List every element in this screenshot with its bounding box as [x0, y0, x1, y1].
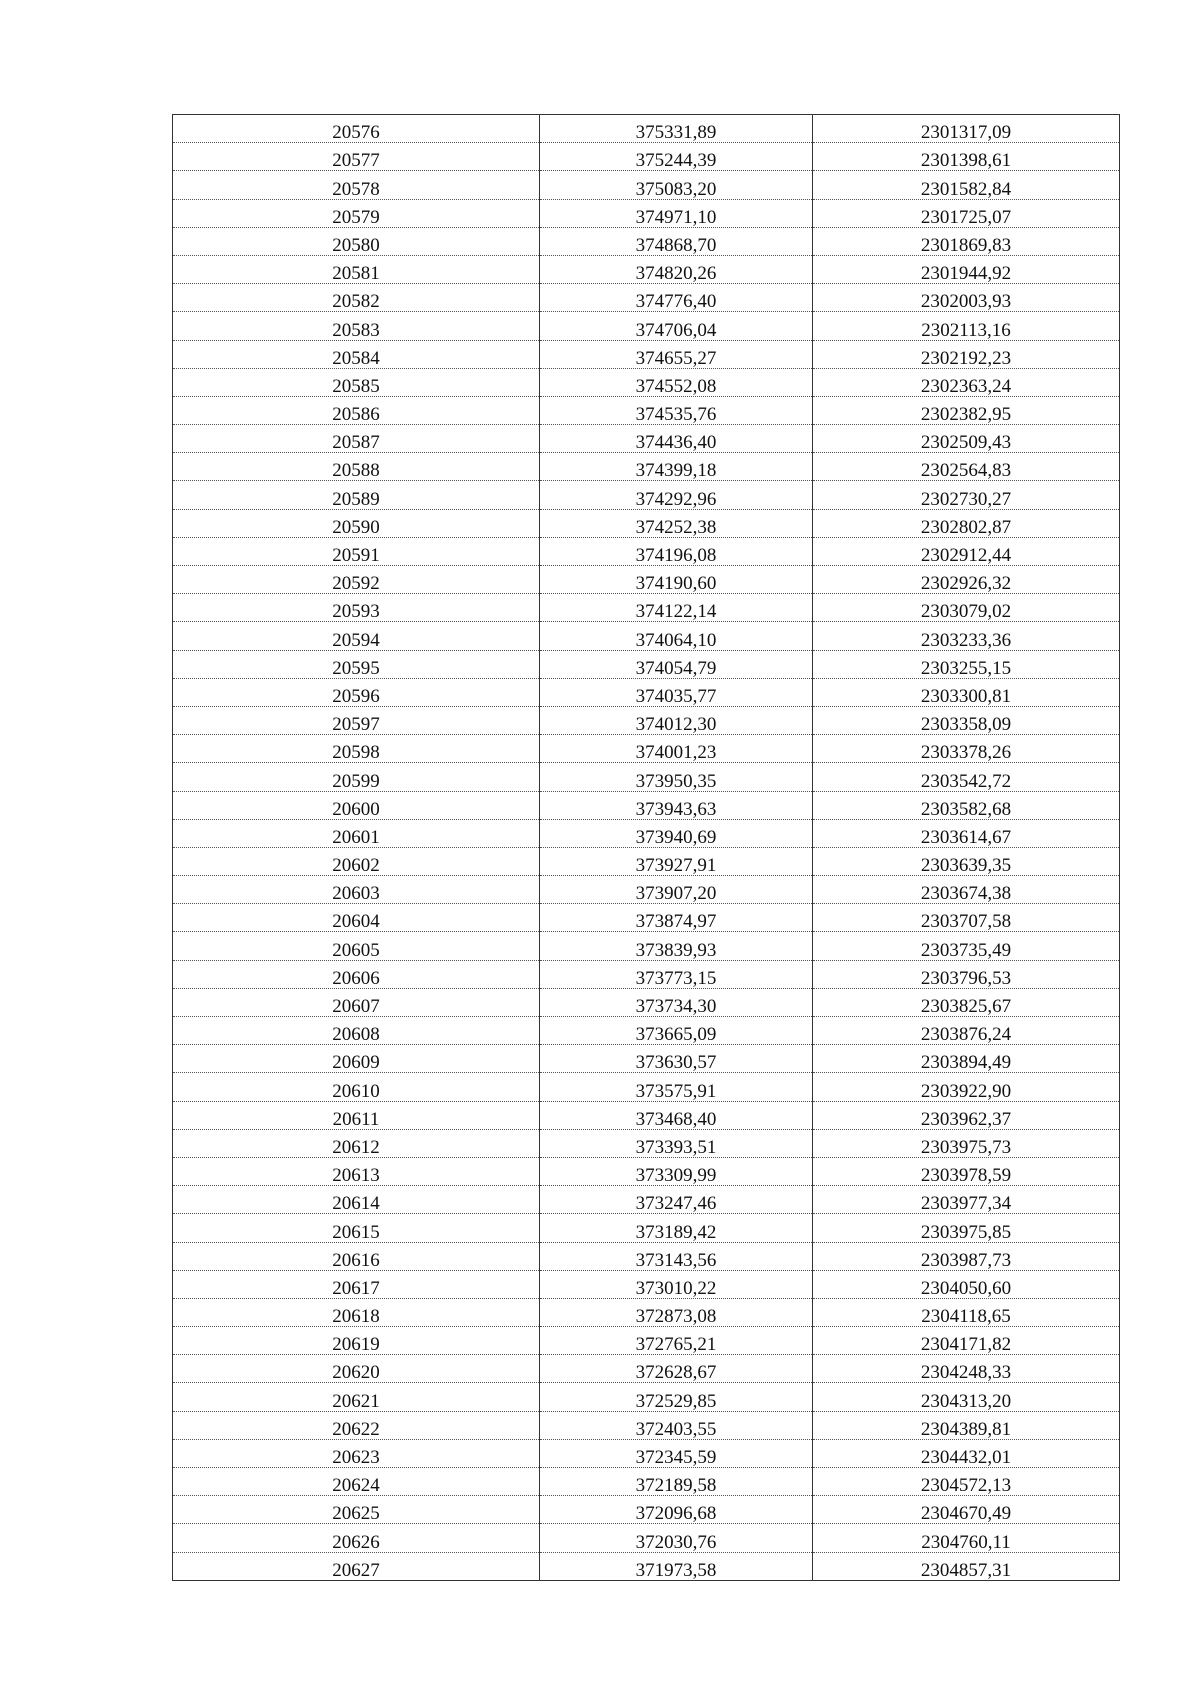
x-coordinate-cell: 374054,79 [540, 650, 813, 678]
point-number-cell: 20595 [173, 650, 540, 678]
y-coordinate-cell: 2302363,24 [813, 368, 1120, 396]
table-row [173, 622, 1120, 650]
point-number-cell: 20622 [173, 1411, 540, 1439]
x-coordinate-cell: 374655,27 [540, 340, 813, 368]
x-coordinate-cell: 374196,08 [540, 537, 813, 565]
y-coordinate-cell: 2303975,85 [813, 1214, 1120, 1242]
point-number-cell: 20610 [173, 1073, 540, 1101]
point-number-cell: 20621 [173, 1383, 540, 1411]
x-coordinate-cell: 372529,85 [540, 1383, 813, 1411]
y-coordinate-cell: 2303876,24 [813, 1017, 1120, 1045]
point-number-cell: 20582 [173, 284, 540, 312]
table-row [173, 1214, 1120, 1242]
y-coordinate-cell: 2301317,09 [813, 115, 1120, 143]
y-coordinate-cell: 2304248,33 [813, 1355, 1120, 1383]
y-coordinate-cell: 2303975,73 [813, 1129, 1120, 1157]
table-row [173, 1552, 1120, 1580]
y-coordinate-cell: 2303233,36 [813, 622, 1120, 650]
table-row [173, 706, 1120, 734]
point-number-cell: 20597 [173, 706, 540, 734]
y-coordinate-cell: 2303987,73 [813, 1242, 1120, 1270]
x-coordinate-cell: 373010,22 [540, 1270, 813, 1298]
point-number-cell: 20611 [173, 1101, 540, 1129]
table-row [173, 115, 1120, 143]
point-number-cell: 20579 [173, 199, 540, 227]
x-coordinate-cell: 373393,51 [540, 1129, 813, 1157]
x-coordinate-cell: 373950,35 [540, 763, 813, 791]
x-coordinate-cell: 373630,57 [540, 1045, 813, 1073]
point-number-cell: 20625 [173, 1496, 540, 1524]
point-number-cell: 20585 [173, 368, 540, 396]
y-coordinate-cell: 2303378,26 [813, 735, 1120, 763]
table-row [173, 1355, 1120, 1383]
y-coordinate-cell: 2303978,59 [813, 1157, 1120, 1185]
point-number-cell: 20587 [173, 425, 540, 453]
table-row [173, 1242, 1120, 1270]
table-row [173, 143, 1120, 171]
table-row [173, 1411, 1120, 1439]
y-coordinate-cell: 2304432,01 [813, 1439, 1120, 1467]
table-row [173, 1383, 1120, 1411]
x-coordinate-cell: 373468,40 [540, 1101, 813, 1129]
point-number-cell: 20620 [173, 1355, 540, 1383]
y-coordinate-cell: 2304118,65 [813, 1298, 1120, 1326]
y-coordinate-cell: 2303674,38 [813, 876, 1120, 904]
y-coordinate-cell: 2301398,61 [813, 143, 1120, 171]
x-coordinate-cell: 374292,96 [540, 481, 813, 509]
table-row [173, 1468, 1120, 1496]
x-coordinate-cell: 375083,20 [540, 171, 813, 199]
x-coordinate-cell: 373940,69 [540, 819, 813, 847]
point-number-cell: 20613 [173, 1157, 540, 1185]
table-row [173, 819, 1120, 847]
y-coordinate-cell: 2304670,49 [813, 1496, 1120, 1524]
point-number-cell: 20627 [173, 1552, 540, 1580]
x-coordinate-cell: 372628,67 [540, 1355, 813, 1383]
x-coordinate-cell: 373839,93 [540, 932, 813, 960]
y-coordinate-cell: 2303962,37 [813, 1101, 1120, 1129]
x-coordinate-cell: 373665,09 [540, 1017, 813, 1045]
table-row [173, 509, 1120, 537]
x-coordinate-cell: 373143,56 [540, 1242, 813, 1270]
x-coordinate-cell: 373734,30 [540, 988, 813, 1016]
table-row [173, 566, 1120, 594]
y-coordinate-cell: 2303796,53 [813, 960, 1120, 988]
x-coordinate-cell: 373874,97 [540, 904, 813, 932]
point-number-cell: 20617 [173, 1270, 540, 1298]
x-coordinate-cell: 372403,55 [540, 1411, 813, 1439]
point-number-cell: 20614 [173, 1186, 540, 1214]
point-number-cell: 20601 [173, 819, 540, 847]
x-coordinate-cell: 373927,91 [540, 847, 813, 875]
x-coordinate-cell: 374035,77 [540, 678, 813, 706]
point-number-cell: 20605 [173, 932, 540, 960]
point-number-cell: 20588 [173, 453, 540, 481]
y-coordinate-cell: 2303707,58 [813, 904, 1120, 932]
point-number-cell: 20604 [173, 904, 540, 932]
y-coordinate-cell: 2301582,84 [813, 171, 1120, 199]
y-coordinate-cell: 2303255,15 [813, 650, 1120, 678]
table-row [173, 199, 1120, 227]
y-coordinate-cell: 2304389,81 [813, 1411, 1120, 1439]
x-coordinate-cell: 372030,76 [540, 1524, 813, 1552]
point-number-cell: 20618 [173, 1298, 540, 1326]
point-number-cell: 20590 [173, 509, 540, 537]
x-coordinate-cell: 374001,23 [540, 735, 813, 763]
y-coordinate-cell: 2304857,31 [813, 1552, 1120, 1580]
table-row [173, 171, 1120, 199]
x-coordinate-cell: 373907,20 [540, 876, 813, 904]
point-number-cell: 20624 [173, 1468, 540, 1496]
table-row [173, 481, 1120, 509]
x-coordinate-cell: 374706,04 [540, 312, 813, 340]
x-coordinate-cell: 375244,39 [540, 143, 813, 171]
y-coordinate-cell: 2302926,32 [813, 566, 1120, 594]
x-coordinate-cell: 374868,70 [540, 227, 813, 255]
y-coordinate-cell: 2302192,23 [813, 340, 1120, 368]
table-row [173, 735, 1120, 763]
x-coordinate-cell: 374064,10 [540, 622, 813, 650]
table-row [173, 1327, 1120, 1355]
x-coordinate-cell: 374971,10 [540, 199, 813, 227]
y-coordinate-cell: 2302113,16 [813, 312, 1120, 340]
table-row [173, 1101, 1120, 1129]
y-coordinate-cell: 2303922,90 [813, 1073, 1120, 1101]
x-coordinate-cell: 373309,99 [540, 1157, 813, 1185]
y-coordinate-cell: 2302382,95 [813, 396, 1120, 424]
y-coordinate-cell: 2303639,35 [813, 847, 1120, 875]
point-number-cell: 20615 [173, 1214, 540, 1242]
point-number-cell: 20603 [173, 876, 540, 904]
table-row [173, 1524, 1120, 1552]
point-number-cell: 20599 [173, 763, 540, 791]
table-row [173, 650, 1120, 678]
point-number-cell: 20607 [173, 988, 540, 1016]
point-number-cell: 20593 [173, 594, 540, 622]
table-row [173, 932, 1120, 960]
point-number-cell: 20609 [173, 1045, 540, 1073]
table-row [173, 678, 1120, 706]
y-coordinate-cell: 2302564,83 [813, 453, 1120, 481]
y-coordinate-cell: 2303735,49 [813, 932, 1120, 960]
table-row [173, 904, 1120, 932]
table-row [173, 1270, 1120, 1298]
x-coordinate-cell: 372096,68 [540, 1496, 813, 1524]
table-row [173, 876, 1120, 904]
point-number-cell: 20578 [173, 171, 540, 199]
table-row [173, 988, 1120, 1016]
table-row [173, 1129, 1120, 1157]
x-coordinate-cell: 374776,40 [540, 284, 813, 312]
x-coordinate-cell: 371973,58 [540, 1552, 813, 1580]
point-number-cell: 20602 [173, 847, 540, 875]
table-row [173, 255, 1120, 283]
x-coordinate-cell: 372345,59 [540, 1439, 813, 1467]
table-row [173, 847, 1120, 875]
x-coordinate-cell: 372765,21 [540, 1327, 813, 1355]
point-number-cell: 20580 [173, 227, 540, 255]
y-coordinate-cell: 2303977,34 [813, 1186, 1120, 1214]
table-row [173, 368, 1120, 396]
point-number-cell: 20626 [173, 1524, 540, 1552]
x-coordinate-cell: 373773,15 [540, 960, 813, 988]
point-number-cell: 20596 [173, 678, 540, 706]
point-number-cell: 20591 [173, 537, 540, 565]
x-coordinate-cell: 374535,76 [540, 396, 813, 424]
x-coordinate-cell: 373943,63 [540, 791, 813, 819]
table-row [173, 960, 1120, 988]
x-coordinate-cell: 374252,38 [540, 509, 813, 537]
table-row [173, 1045, 1120, 1073]
table-row [173, 453, 1120, 481]
y-coordinate-cell: 2303894,49 [813, 1045, 1120, 1073]
y-coordinate-cell: 2304050,60 [813, 1270, 1120, 1298]
point-number-cell: 20600 [173, 791, 540, 819]
x-coordinate-cell: 373189,42 [540, 1214, 813, 1242]
x-coordinate-cell: 372189,58 [540, 1468, 813, 1496]
point-number-cell: 20583 [173, 312, 540, 340]
table-row [173, 791, 1120, 819]
point-number-cell: 20619 [173, 1327, 540, 1355]
table-row [173, 1073, 1120, 1101]
point-number-cell: 20606 [173, 960, 540, 988]
point-number-cell: 20589 [173, 481, 540, 509]
table-row [173, 284, 1120, 312]
y-coordinate-cell: 2302509,43 [813, 425, 1120, 453]
y-coordinate-cell: 2301944,92 [813, 255, 1120, 283]
x-coordinate-cell: 374012,30 [540, 706, 813, 734]
y-coordinate-cell: 2303614,67 [813, 819, 1120, 847]
y-coordinate-cell: 2304572,13 [813, 1468, 1120, 1496]
point-number-cell: 20594 [173, 622, 540, 650]
table-row [173, 396, 1120, 424]
point-number-cell: 20581 [173, 255, 540, 283]
y-coordinate-cell: 2302802,87 [813, 509, 1120, 537]
y-coordinate-cell: 2303358,09 [813, 706, 1120, 734]
point-number-cell: 20584 [173, 340, 540, 368]
table-row [173, 312, 1120, 340]
table-row [173, 1439, 1120, 1467]
y-coordinate-cell: 2302003,93 [813, 284, 1120, 312]
y-coordinate-cell: 2302730,27 [813, 481, 1120, 509]
x-coordinate-cell: 374399,18 [540, 453, 813, 481]
x-coordinate-cell: 374436,40 [540, 425, 813, 453]
y-coordinate-cell: 2302912,44 [813, 537, 1120, 565]
point-number-cell: 20577 [173, 143, 540, 171]
table-row [173, 1186, 1120, 1214]
point-number-cell: 20623 [173, 1439, 540, 1467]
point-number-cell: 20608 [173, 1017, 540, 1045]
y-coordinate-cell: 2303300,81 [813, 678, 1120, 706]
y-coordinate-cell: 2303582,68 [813, 791, 1120, 819]
table-row [173, 1298, 1120, 1326]
y-coordinate-cell: 2303542,72 [813, 763, 1120, 791]
point-number-cell: 20598 [173, 735, 540, 763]
y-coordinate-cell: 2301725,07 [813, 199, 1120, 227]
table-row [173, 594, 1120, 622]
point-number-cell: 20586 [173, 396, 540, 424]
point-number-cell: 20616 [173, 1242, 540, 1270]
x-coordinate-cell: 373247,46 [540, 1186, 813, 1214]
y-coordinate-cell: 2303825,67 [813, 988, 1120, 1016]
table-row [173, 1496, 1120, 1524]
table-row [173, 227, 1120, 255]
table-row [173, 537, 1120, 565]
x-coordinate-cell: 374122,14 [540, 594, 813, 622]
coordinates-table-body [173, 115, 1120, 1581]
table-row [173, 425, 1120, 453]
y-coordinate-cell: 2304313,20 [813, 1383, 1120, 1411]
y-coordinate-cell: 2304760,11 [813, 1524, 1120, 1552]
y-coordinate-cell: 2301869,83 [813, 227, 1120, 255]
table-row [173, 763, 1120, 791]
x-coordinate-cell: 372873,08 [540, 1298, 813, 1326]
table-row [173, 1157, 1120, 1185]
point-number-cell: 20612 [173, 1129, 540, 1157]
point-number-cell: 20592 [173, 566, 540, 594]
table-row [173, 1017, 1120, 1045]
coordinates-table [172, 114, 1120, 1581]
x-coordinate-cell: 375331,89 [540, 115, 813, 143]
table-row [173, 340, 1120, 368]
point-number-cell: 20576 [173, 115, 540, 143]
x-coordinate-cell: 373575,91 [540, 1073, 813, 1101]
x-coordinate-cell: 374190,60 [540, 566, 813, 594]
y-coordinate-cell: 2304171,82 [813, 1327, 1120, 1355]
x-coordinate-cell: 374820,26 [540, 255, 813, 283]
x-coordinate-cell: 374552,08 [540, 368, 813, 396]
y-coordinate-cell: 2303079,02 [813, 594, 1120, 622]
